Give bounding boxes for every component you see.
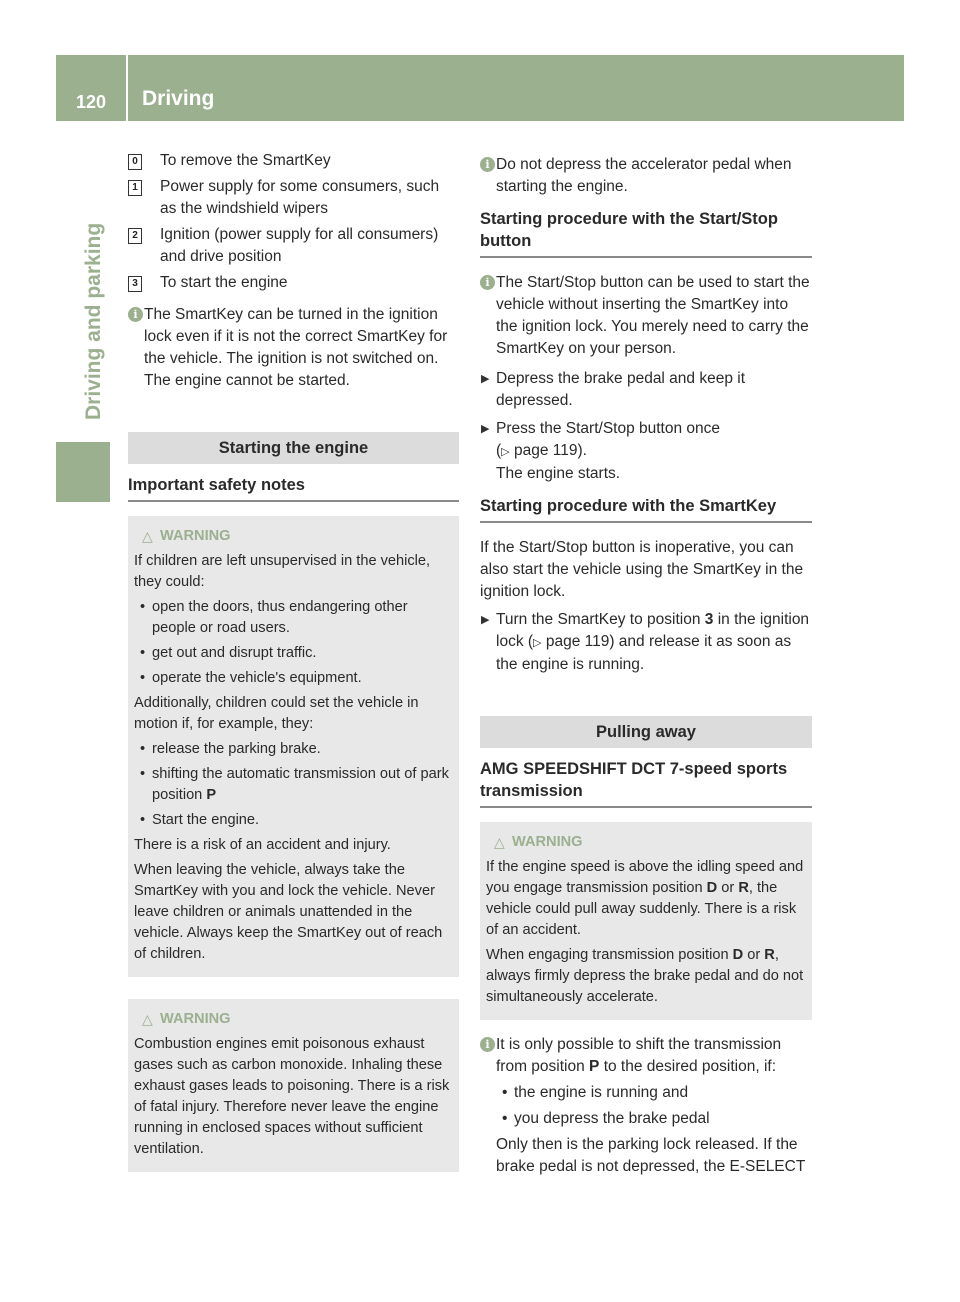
warning-text-part: If the engine speed is above the idling speed and you engage transmission position bbox=[486, 859, 804, 896]
warning-title-text: WARNING bbox=[160, 1011, 231, 1027]
instruction-text: The engine starts. bbox=[496, 465, 621, 482]
right-column bbox=[480, 150, 812, 1186]
instruction-step bbox=[480, 418, 812, 485]
subheading: Starting procedure with the Start/Stop button bbox=[480, 208, 812, 258]
instruction-text: ( bbox=[496, 442, 502, 459]
header-separator bbox=[126, 55, 128, 121]
instruction-text: Depress the brake pedal and keep it depressed. bbox=[496, 370, 746, 409]
warning-triangle-icon: △ bbox=[494, 834, 505, 850]
page-ref-arrow-icon: ▷ bbox=[501, 446, 510, 458]
warning-box bbox=[128, 999, 459, 1172]
bullet-item: • release the parking brake. bbox=[134, 739, 451, 760]
warning-text bbox=[486, 945, 804, 1008]
key-text: Ignition (power supply for all consumers) and drive position bbox=[160, 226, 439, 265]
bullet-item: • the engine is running and bbox=[496, 1082, 812, 1104]
warning-text-part: or bbox=[717, 880, 739, 896]
key-icon: 3 bbox=[128, 276, 142, 292]
warning-text: Combustion engines emit poisonous exhaust gases such as carbon monoxide. Inhaling these exhaust gases leads to poisoning. There is a risk of fatal injury. Therefore never leave the engine running in enclosed spaces without sufficient ventilation. bbox=[134, 1036, 450, 1157]
info-text: The SmartKey can be turned in the ignition lock even if it is not the correct SmartKey for the vehicle. The ignition is not switched on. The engine cannot be started. bbox=[144, 306, 448, 389]
gear-position: P bbox=[206, 787, 217, 803]
bullet-item: • get out and disrupt traffic. bbox=[134, 643, 451, 664]
info-text: It is only possible to shift the transmission from position bbox=[496, 1036, 782, 1075]
info-note bbox=[480, 1034, 812, 1178]
info-note bbox=[480, 272, 812, 360]
subheading: Starting procedure with the SmartKey bbox=[480, 495, 812, 523]
warning-text-part: , the vehicle could pull away suddenly. There is a risk of an accident. bbox=[486, 880, 797, 938]
page-ref-arrow-icon: ▷ bbox=[533, 637, 542, 649]
gear-position: R bbox=[738, 880, 749, 896]
key-text: To start the engine bbox=[160, 274, 288, 291]
bullet-item: • Start the engine. bbox=[134, 810, 451, 831]
warning-title bbox=[486, 832, 804, 853]
left-column bbox=[128, 150, 459, 1172]
bullet-item bbox=[134, 764, 451, 806]
instruction-text: Turn the SmartKey to position bbox=[496, 611, 705, 628]
page-number: 120 bbox=[75, 92, 107, 112]
bullet-text: shifting the automatic transmission out of park position bbox=[152, 766, 449, 803]
key-icon: 0 bbox=[128, 154, 142, 170]
instruction-step bbox=[480, 609, 812, 676]
page-header bbox=[56, 55, 904, 121]
warning-text-part: , always firmly depress the brake pedal and do not simultaneously accelerate. bbox=[486, 947, 804, 1005]
body-text: If the Start/Stop button is inoperative, you can also start the vehicle using the SmartKey in the ignition lock. bbox=[480, 539, 804, 600]
warning-text: There is a risk of an accident and injury. bbox=[134, 837, 391, 853]
warning-box bbox=[128, 516, 459, 977]
chapter-label: Driving and parking bbox=[82, 222, 105, 420]
instruction-arrow-icon: ▶ bbox=[481, 423, 490, 435]
instruction-arrow-icon: ▶ bbox=[481, 373, 490, 385]
section-heading: Starting the engine bbox=[128, 432, 459, 464]
key-item bbox=[128, 176, 459, 220]
bullet-item: • you depress the brake pedal bbox=[496, 1108, 812, 1130]
page-reference[interactable]: page 119) and release it as soon as the engine is running. bbox=[496, 633, 792, 673]
info-text: Only then is the parking lock released. If the brake pedal is not depressed, the E-SELECT bbox=[496, 1136, 806, 1175]
info-text: to the desired position, if: bbox=[599, 1058, 777, 1075]
warning-text: Additionally, children could set the vehicle in motion if, for example, they: bbox=[134, 695, 419, 732]
key-text: To remove the SmartKey bbox=[160, 152, 331, 169]
info-icon: i bbox=[480, 1037, 495, 1052]
section-heading: Pulling away bbox=[480, 716, 812, 748]
info-icon: i bbox=[128, 307, 143, 322]
info-text: Do not depress the accelerator pedal when starting the engine. bbox=[496, 156, 792, 195]
chapter-marker bbox=[56, 442, 110, 502]
warning-text-part: When engaging transmission position bbox=[486, 947, 733, 963]
bullet-item: • open the doors, thus endangering other people or road users. bbox=[134, 597, 451, 639]
key-item bbox=[128, 224, 459, 268]
info-icon: i bbox=[480, 157, 495, 172]
gear-position: D bbox=[706, 880, 718, 896]
warning-triangle-icon: △ bbox=[142, 1011, 153, 1027]
info-icon: i bbox=[480, 275, 495, 290]
key-text: Power supply for some consumers, such as the windshield wipers bbox=[160, 178, 440, 217]
warning-text: When leaving the vehicle, always take the SmartKey with you and lock the vehicle. Never leave children or animals unattended in the vehicle. Always keep the SmartKey out of reach of children. bbox=[134, 862, 443, 962]
warning-title-text: WARNING bbox=[160, 528, 231, 544]
instruction-arrow-icon: ▶ bbox=[481, 614, 490, 626]
warning-text: If children are left unsupervised in the vehicle, they could: bbox=[134, 553, 431, 590]
warning-title bbox=[134, 1009, 451, 1030]
instruction-text: in the ignition lock ( bbox=[496, 611, 810, 650]
gear-position: P bbox=[589, 1058, 600, 1075]
warning-title-text: WARNING bbox=[512, 834, 583, 850]
gear-position: D bbox=[732, 947, 744, 963]
info-note bbox=[128, 304, 459, 392]
bullet-item: • operate the vehicle's equipment. bbox=[134, 668, 451, 689]
key-position: 3 bbox=[704, 611, 714, 628]
gear-position: R bbox=[764, 947, 775, 963]
info-note bbox=[480, 154, 812, 198]
subheading: AMG SPEEDSHIFT DCT 7-speed sports transmission bbox=[480, 758, 812, 808]
key-item bbox=[128, 150, 459, 172]
warning-box bbox=[480, 822, 812, 1020]
warning-title bbox=[134, 526, 451, 547]
key-icon: 1 bbox=[128, 180, 142, 196]
warning-text bbox=[486, 857, 804, 941]
warning-text-part: or bbox=[743, 947, 765, 963]
key-item bbox=[128, 272, 459, 294]
instruction-text: Press the Start/Stop button once bbox=[496, 420, 721, 437]
subheading: Important safety notes bbox=[128, 474, 459, 502]
page-reference[interactable]: page 119). bbox=[513, 442, 587, 459]
instruction-step bbox=[480, 368, 812, 412]
key-icon: 2 bbox=[128, 228, 142, 244]
warning-triangle-icon: △ bbox=[142, 528, 153, 544]
section-title: Driving bbox=[142, 87, 215, 110]
info-text: The Start/Stop button can be used to start the vehicle without inserting the SmartKey into the ignition lock. You merely need to carry the SmartKey on your person. bbox=[496, 274, 810, 357]
